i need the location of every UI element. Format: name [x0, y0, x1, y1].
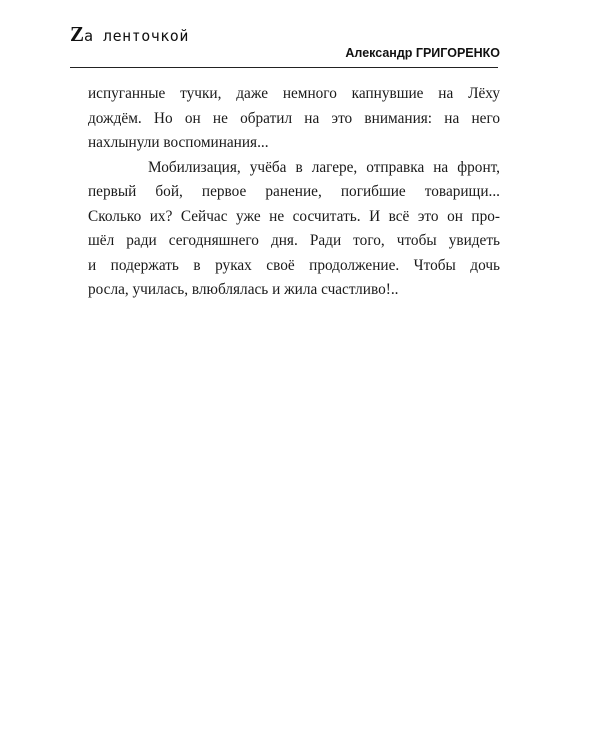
series-title: [70, 22, 189, 47]
series-title-rest: а ленточкой: [84, 27, 189, 45]
paragraph-2: [88, 156, 500, 303]
text-line: первый бой, первое ранение, погибшие товарищи...: [88, 183, 500, 200]
author-name: Александр ГРИГОРЕНКО: [345, 46, 500, 60]
text-line: дождём. Но он не обратил на это внимания: на него: [88, 109, 500, 127]
header-rule: [70, 67, 498, 68]
running-header: [70, 22, 500, 72]
text-line: шёл ради сегодняшнего дня. Ради того, чтобы увидеть: [88, 232, 500, 249]
series-title-initial: Z: [70, 22, 85, 46]
body-text: [88, 82, 500, 303]
paragraph-1: [88, 82, 500, 156]
text-line: нахлынули воспоминания...: [88, 134, 269, 151]
text-line: и подержать в руках своё продолжение. Чтобы дочь: [88, 256, 500, 274]
text-line: росла, училась, влюблялась и жила счастливо!..: [88, 281, 399, 298]
text-line: Мобилизация, учёба в лагере, отправка на фронт,: [148, 158, 500, 176]
text-line: испуганные тучки, даже немного капнувшие на Лёху: [88, 85, 500, 102]
text-line: Сколько их? Сейчас уже не сосчитать. И всё это он про-: [88, 207, 500, 225]
